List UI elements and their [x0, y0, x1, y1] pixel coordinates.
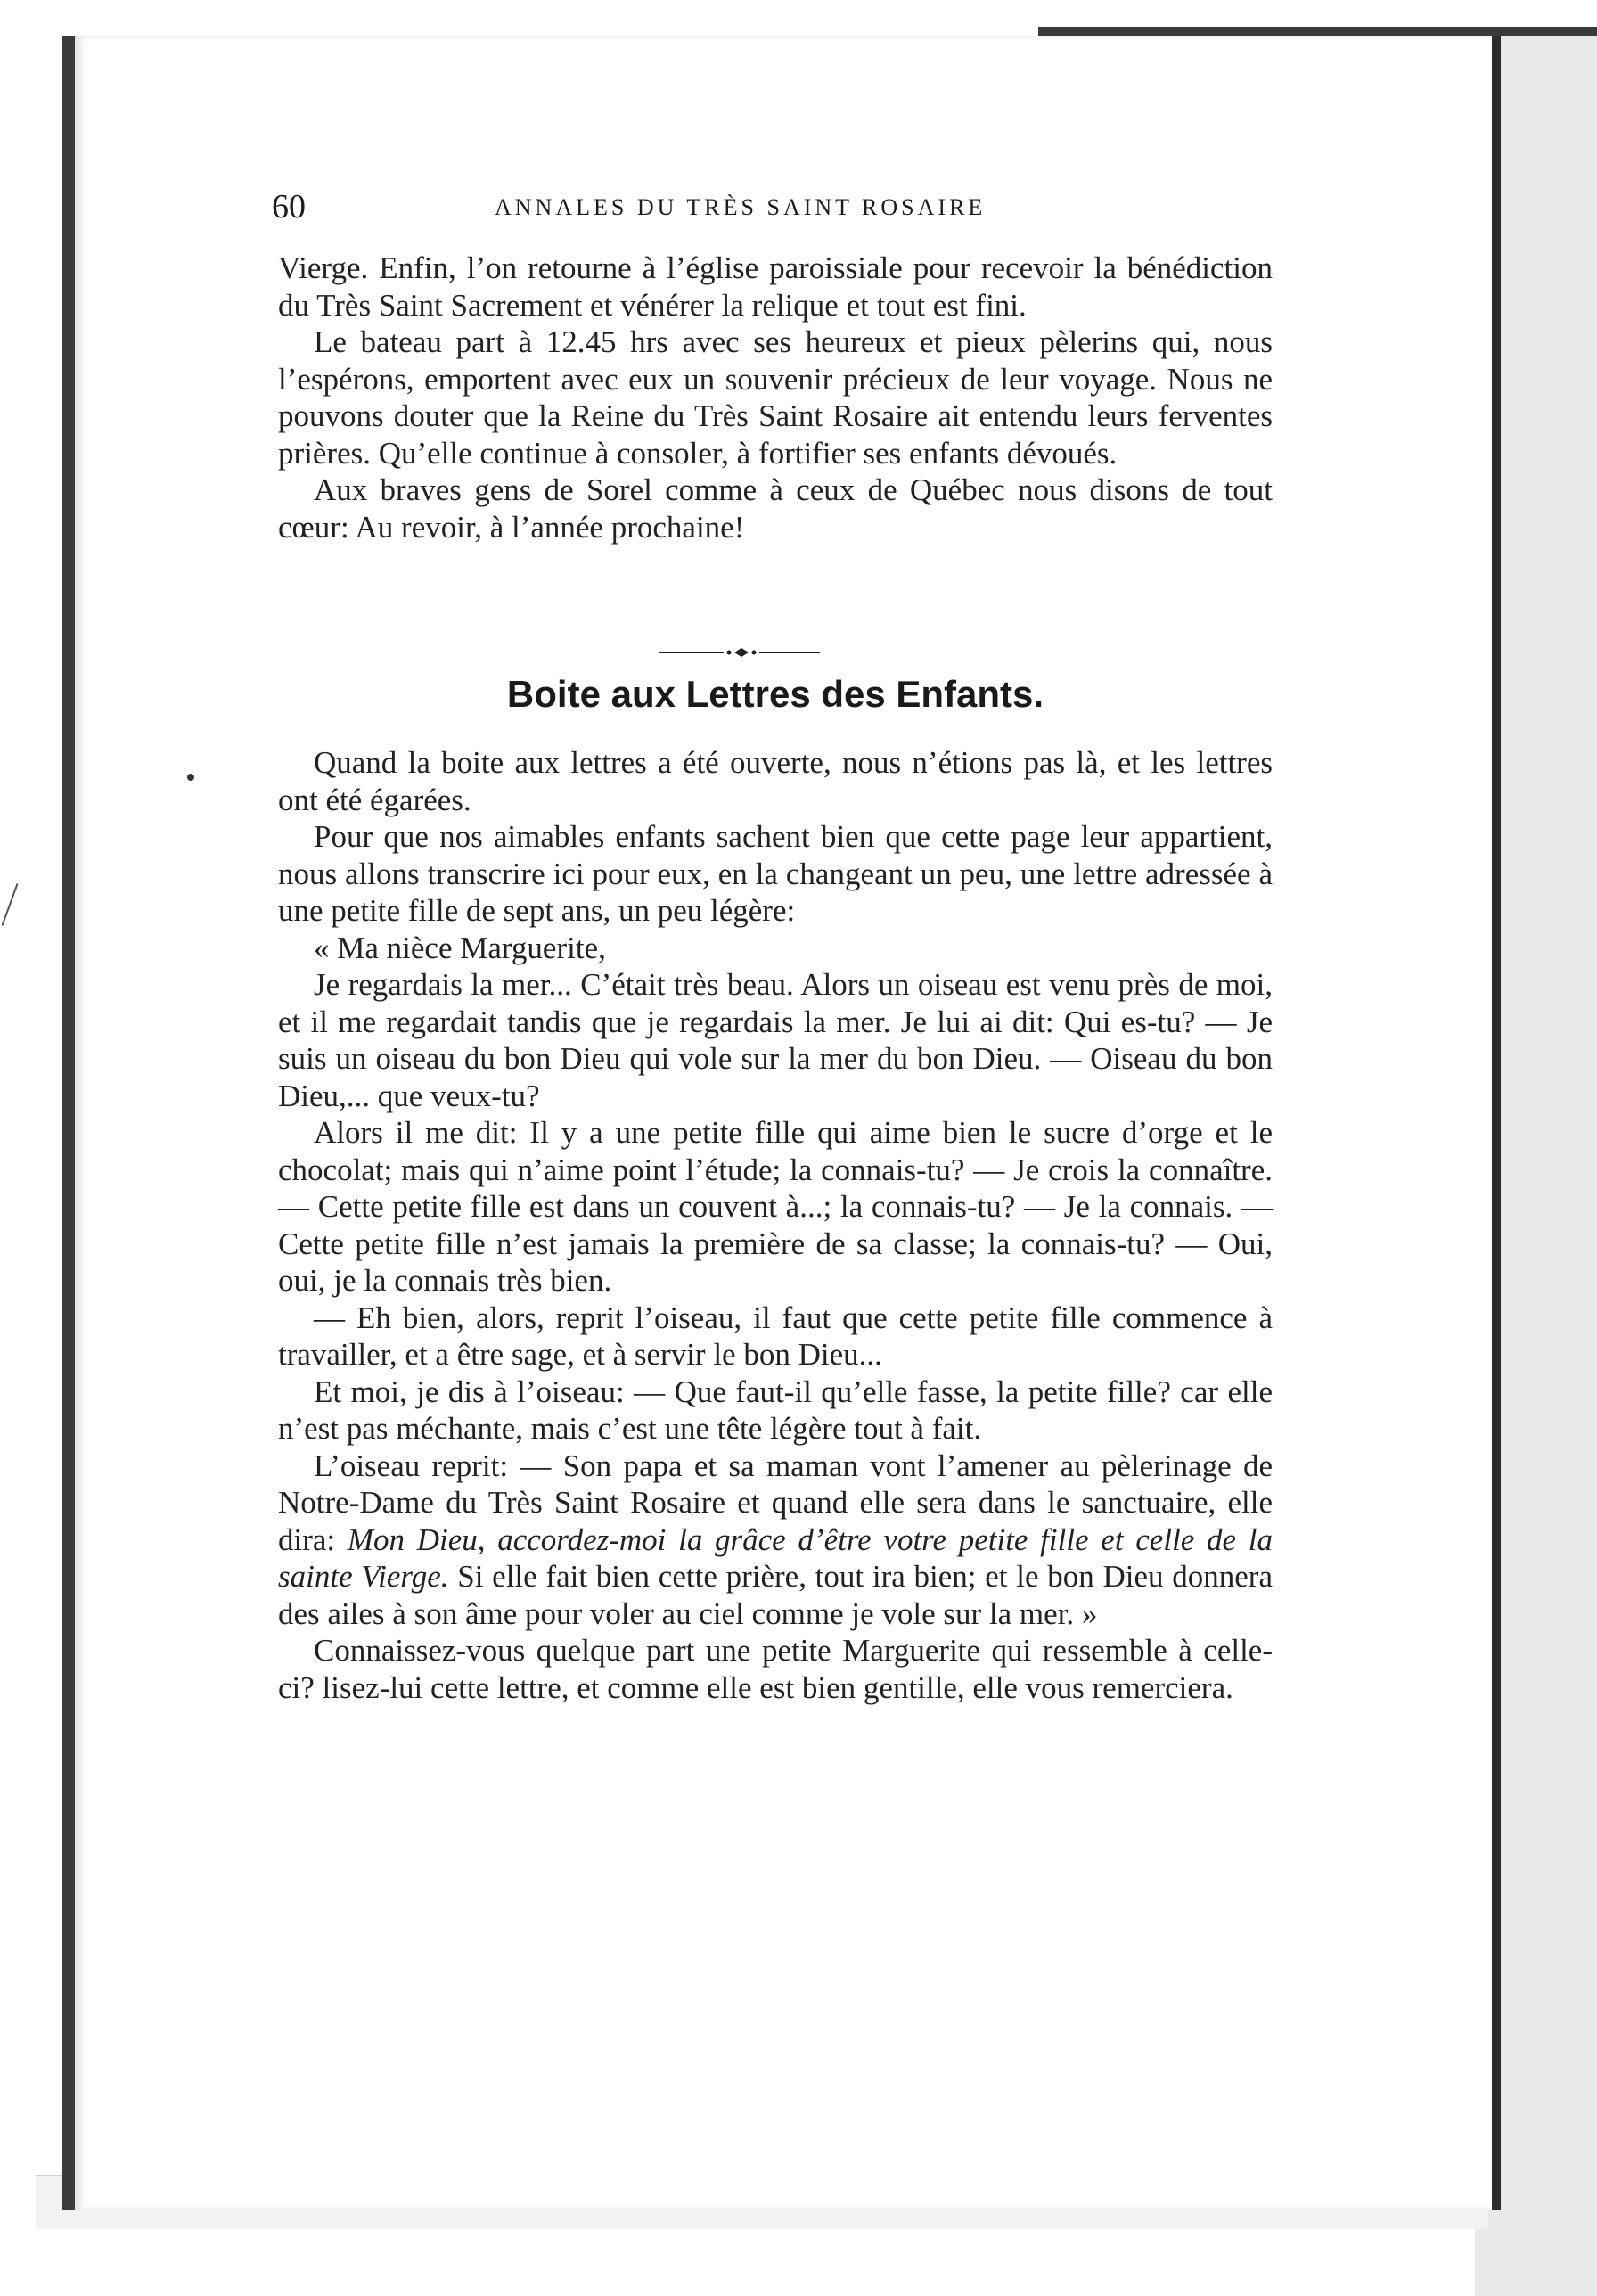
running-title: ANNALES DU TRÈS SAINT ROSAIRE: [495, 194, 987, 220]
paragraph: Pour que nos aimables enfants sachent bien que cette page leur appartient, nous allons transcrire ici pour eux, en la changeant un peu, une lettre adressée à une petite fille de sept ans, un peu légère:: [278, 819, 1273, 928]
page-header: [272, 187, 1274, 232]
section-title: Boite aux Lettres des Enfants.: [506, 673, 1044, 715]
letter-text: [278, 744, 1273, 1706]
paragraph: Alors il me dit: Il y a une petite fille qui aime bien le sucre d’orge et le chocolat; mais qui n’aime point l’étude; la connais-tu? — Je crois la connaître. — Cette petite fille est dans un couvent à...; la connais-tu? — Je la connais. — Cette petite fille n’est jamais la première de sa classe; la connais-tu? — Oui, oui, je la connais très bien.: [278, 1115, 1273, 1298]
paragraph-text: Si elle fait bien cette prière, tout ira bien; et le bon Dieu donnera des ailes à son âme pour voler au ciel comme je vole sur la mer. »: [278, 1559, 1273, 1631]
margin-dot: [187, 774, 194, 781]
pilgrimage-text: [278, 250, 1273, 545]
paragraph: — Eh bien, alors, reprit l’oiseau, il faut que cette petite fille commence à travailler, et a être sage, et à servir le bon Dieu...: [278, 1300, 1273, 1372]
paragraph: Vierge. Enfin, l’on retourne à l’église paroissiale pour recevoir la bénédiction du Très Saint Sacrement et vénérer la relique et tout est fini.: [278, 250, 1273, 323]
paragraph-text: L’oiseau reprit: — Son papa et sa maman vont l’amener au pèlerinage de Notre-Dame du Très Saint Rosaire et quand elle sera dans le sanctuaire, elle dira:: [278, 1447, 1273, 1557]
paragraph: Aux braves gens de Sorel comme à ceux de Québec nous disons de tout cœur: Au revoir, à l’année prochaine!: [278, 472, 1273, 545]
paragraph: Je regardais la mer... C’était très beau. Alors un oiseau est venu près de moi, et il me regardait tandis que je regardais la mer. Je lui ai dit: Qui es-tu? — Je suis un oiseau du bon Dieu qui vole sur la mer du bon Dieu. — Oiseau du bon Dieu,... que veux-tu?: [278, 967, 1273, 1113]
prayer-text: Mon Dieu, accordez-moi la grâce d’être votre petite fille et celle de la sainte Vierge.: [278, 1521, 1273, 1594]
paragraph: Quand la boite aux lettres a été ouverte, nous n’étions pas là, et les lettres ont été égarées.: [278, 745, 1273, 817]
margin-scratch: [2, 883, 19, 926]
paragraph: Connaissez-vous quelque part une petite Marguerite qui ressemble à celle-ci? lisez-lui cette lettre, et comme elle est bien gentille, elle vous remerciera.: [278, 1633, 1273, 1705]
section-divider-ornament: [659, 647, 820, 658]
paragraph: Le bateau part à 12.45 hrs avec ses heureux et pieux pèlerins qui, nous l’espérons, emportent avec eux un souvenir précieux de leur voyage. Nous ne pouvons douter que la Reine du Très Saint Rosaire ait entendu leurs ferventes prières. Qu’elle continue à consoler, à fortifier ses enfants dévoués.: [278, 324, 1273, 471]
page-number: 60: [272, 188, 306, 226]
paragraph: Et moi, je dis à l’oiseau: — Que faut-il qu’elle fasse, la petite fille? car elle n’est pas méchante, mais c’est une tête légère tout à fait.: [278, 1374, 1273, 1446]
paragraph: [278, 1447, 1273, 1633]
letter-salutation: « Ma nièce Marguerite,: [314, 930, 606, 965]
